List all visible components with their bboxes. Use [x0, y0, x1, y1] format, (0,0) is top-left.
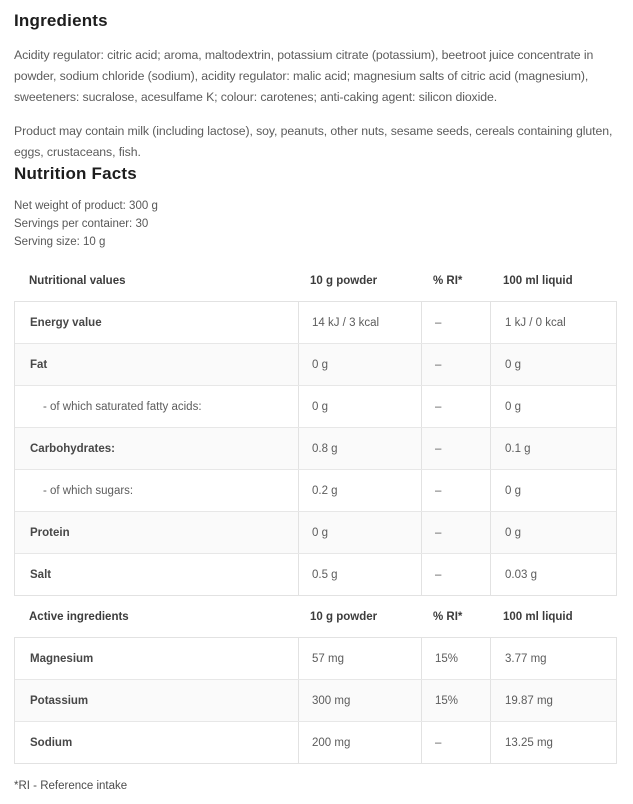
- table-row: [15, 343, 616, 385]
- value-ri: –: [421, 470, 490, 511]
- value-powder: 57 mg: [298, 638, 421, 679]
- value-liquid: 0.1 g: [490, 428, 616, 469]
- value-powder: 0 g: [298, 344, 421, 385]
- row-label: Potassium: [30, 694, 89, 707]
- value-ri: –: [421, 302, 490, 343]
- header-liquid: 100 ml liquid: [503, 275, 573, 287]
- value-ri: 15%: [421, 638, 490, 679]
- table-row: [15, 469, 616, 511]
- ingredients-title: Ingredients: [14, 11, 108, 30]
- table-row: [15, 302, 616, 343]
- nutritional-values-header-row: [14, 271, 617, 301]
- value-powder: 200 mg: [298, 722, 421, 763]
- value-powder: 0 g: [298, 386, 421, 427]
- allergen-notice-text: Product may contain milk (including lactose), soy, peanuts, other nuts, sesame seeds, cereals containing gluten, eggs, crustaceans, fish.: [14, 124, 613, 159]
- table-row: [15, 427, 616, 469]
- value-ri: –: [421, 428, 490, 469]
- value-powder: 0 g: [298, 512, 421, 553]
- header-powder: 10 g powder: [310, 275, 378, 287]
- row-label: - of which sugars:: [43, 484, 134, 497]
- value-liquid: 0 g: [490, 386, 616, 427]
- value-liquid: 0.03 g: [490, 554, 616, 595]
- value-ri: –: [421, 722, 490, 763]
- value-liquid: 0 g: [490, 470, 616, 511]
- table-row: [15, 679, 616, 721]
- value-liquid: 1 kJ / 0 kcal: [490, 302, 616, 343]
- serving-size-line: Serving size: 10 g: [14, 236, 106, 248]
- value-powder: 0.2 g: [298, 470, 421, 511]
- product-info-block: [14, 197, 617, 251]
- value-liquid: 0 g: [490, 344, 616, 385]
- value-ri: –: [421, 386, 490, 427]
- value-ri: 15%: [421, 680, 490, 721]
- value-ri: –: [421, 344, 490, 385]
- value-liquid: 3.77 mg: [490, 638, 616, 679]
- ingredients-composition-text: Acidity regulator: citric acid; aroma, maltodextrin, potassium citrate (potassium), beetroot juice concentrate in powder, sodium chloride (sodium), acidity regulator: malic acid; magnesium salts of citric acid (magnesium), sweeteners: sucralose, acesulfame K; colour: carotenes; anti-caking agent: silicon dioxide.: [14, 48, 594, 104]
- nutrition-facts-title: Nutrition Facts: [14, 164, 137, 183]
- value-liquid: 19.87 mg: [490, 680, 616, 721]
- value-powder: 0.8 g: [298, 428, 421, 469]
- row-label: Fat: [30, 358, 48, 371]
- value-ri: –: [421, 554, 490, 595]
- row-label: - of which saturated fatty acids:: [43, 400, 202, 413]
- table-row: [15, 385, 616, 427]
- net-weight-line: Net weight of product: 300 g: [14, 200, 158, 212]
- servings-per-container-line: Servings per container: 30: [14, 218, 149, 230]
- table-row: [15, 638, 616, 679]
- table-row: [15, 721, 616, 763]
- value-ri: –: [421, 512, 490, 553]
- row-label: Protein: [30, 526, 70, 539]
- header-powder: 10 g powder: [310, 611, 378, 623]
- row-label: Magnesium: [30, 652, 94, 665]
- active-ingredients-table: [14, 637, 617, 764]
- active-ingredients-header-row: [14, 596, 617, 637]
- value-powder: 14 kJ / 3 kcal: [298, 302, 421, 343]
- row-label: Sodium: [30, 736, 73, 749]
- table-row: [15, 511, 616, 553]
- table-row: [15, 553, 616, 595]
- value-liquid: 13.25 mg: [490, 722, 616, 763]
- row-label: Carbohydrates:: [30, 442, 115, 455]
- header-nutritional-values: Nutritional values: [29, 275, 126, 287]
- header-liquid: 100 ml liquid: [503, 611, 573, 623]
- value-powder: 0.5 g: [298, 554, 421, 595]
- ri-reference-footnote: *RI - Reference intake: [14, 780, 128, 792]
- value-powder: 300 mg: [298, 680, 421, 721]
- header-ri: % RI*: [433, 275, 463, 287]
- nutritional-values-table: [14, 301, 617, 596]
- value-liquid: 0 g: [490, 512, 616, 553]
- row-label: Salt: [30, 568, 52, 581]
- header-active-ingredients: Active ingredients: [29, 611, 129, 623]
- row-label: Energy value: [30, 316, 102, 329]
- header-ri: % RI*: [433, 611, 463, 623]
